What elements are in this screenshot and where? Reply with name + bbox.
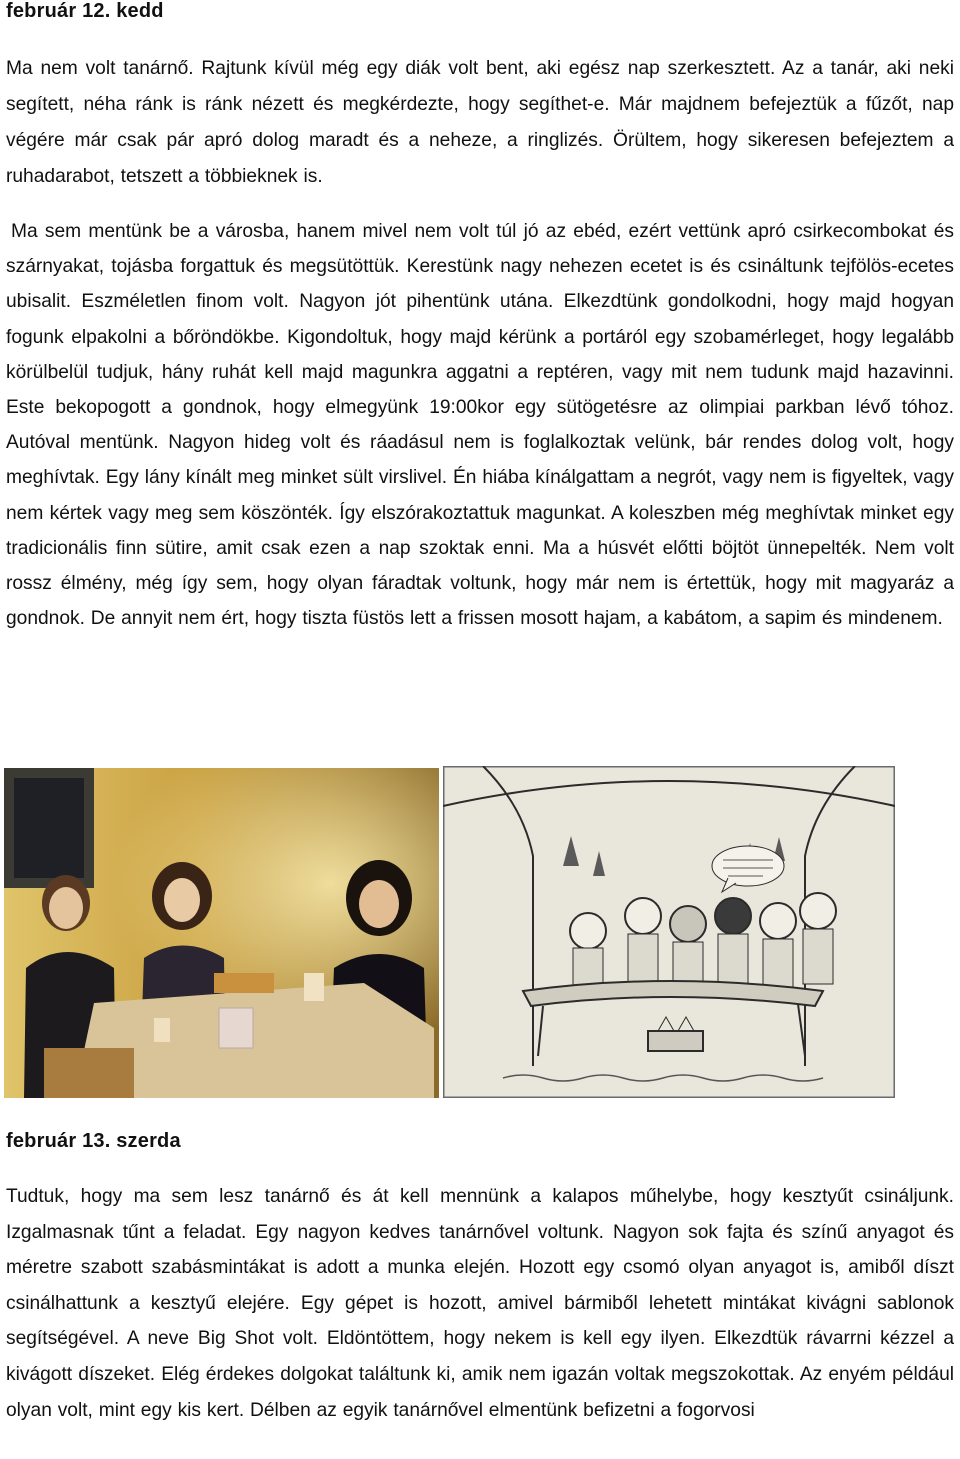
paragraph-feb-13-first: Tudtuk, hogy ma sem lesz tanárnő és át kell mennünk a kalapos műhelybe, hogy kesztyűt csináljunk. Izgalmasnak tűnt a feladat. Egy nagyon kedves tanárnővel voltunk. Nagyon sok fajta és színű anyagot és méretre szabott szabásmintákat is adott a munka elején. Hozott egy csomó olyan anyagot is, amiből díszt csinálhattunk a kesztyű elejére. Egy gépet is hozott, amivel bármiből lehetett mintákat kivágni sablonok segítségével. A neve Big Shot volt. Eldöntöttem, hogy nekem is kell egy ilyen. Elkezdtük rávarrni kézzel a kivágott díszeket. Elég érdekes dolgokat találtunk ki, amik nem igazán voltak megszokottak. Az enyém például olyan volt, mint egy kis kert. Délben az egyik tanárnővel elmentünk befizetni a fogorvosi: [6, 1186, 954, 1421]
date-heading-feb-12: február 12. kedd: [6, 0, 164, 22]
date-heading-feb-13: február 13. szerda: [6, 1130, 181, 1152]
photo-of-three-girls-icon: [4, 768, 439, 1098]
paragraph-feb-12-first: Ma nem volt tanárnő. Rajtunk kívül még egy diák volt bent, aki egész nap szerkesztett. Az a tanár, aki neki segített, néha ránk is ránk nézett és megkérdezte, hogy segíthet-e. Már majdnem befejeztük a fűzőt, nap végére már csak pár apró dolog maradt és a neheze, a ringlizés. Örültem, hogy sikeresen befejeztem a ruhadarabot, tetszett a többieknek is.: [6, 58, 954, 187]
paragraph-feb-12-second: Ma sem mentünk be a városba, hanem mivel nem volt túl jó az ebéd, ezért vettünk apró csirkecombokat és szárnyakat, tojásba forgattuk és megsütöttük. Kerestünk nagy nehezen ecetet is és csináltunk tejfölös-ecetes ubisalit. Eszméletlen finom volt. Nagyon jót pihentünk utána. Elkezdtünk gondolkodni, hogy majd hogyan fogunk elpakolni a bőröndökbe. Kigondoltuk, hogy majd kérünk a portáról egy szobamérleget, hogy legalább körülbelül tudjuk, hány ruhát kell majd magunkra aggatni a reptéren, vagy mit nem tudunk majd hazavinni. Este bekopogott a gondnok, hogy elmegyünk 19:00kor egy sütögetésre az olimpiai parkban lévő tóhoz. Autóval mentünk. Nagyon hideg volt és ráadásul nem is foglalkoztak velünk, bár rendes dolog volt, hogy meghívtak. Egy lány kínált meg minket sült virslivel. Én hiába kínálgattam a negrót, vagy nem is figyeltek, vagy nem kértek vagy meg sem köszönték. Így elszórakoztattuk magunkat. A koleszben még meghívtak minket egy tradicionális finn sütire, amit csak ezen a nap szoktak enni. Ma a húsvét előtti böjtöt ünnepelték. Nem volt rossz élmény, még így sem, hogy olyan fáradtak voltunk, hogy már nem is értettük, hogy mit magyaráz a gondnok. De annyit nem ért, hogy tiszta füstös lett a frissen mosott hajam, a kabátom, a sapim és mindenem.: [6, 221, 954, 630]
pencil-drawing-of-friends-on-bench-icon: [443, 766, 895, 1098]
drawing-friends-on-bench: [443, 766, 895, 1098]
photo-three-girls: [4, 768, 439, 1098]
